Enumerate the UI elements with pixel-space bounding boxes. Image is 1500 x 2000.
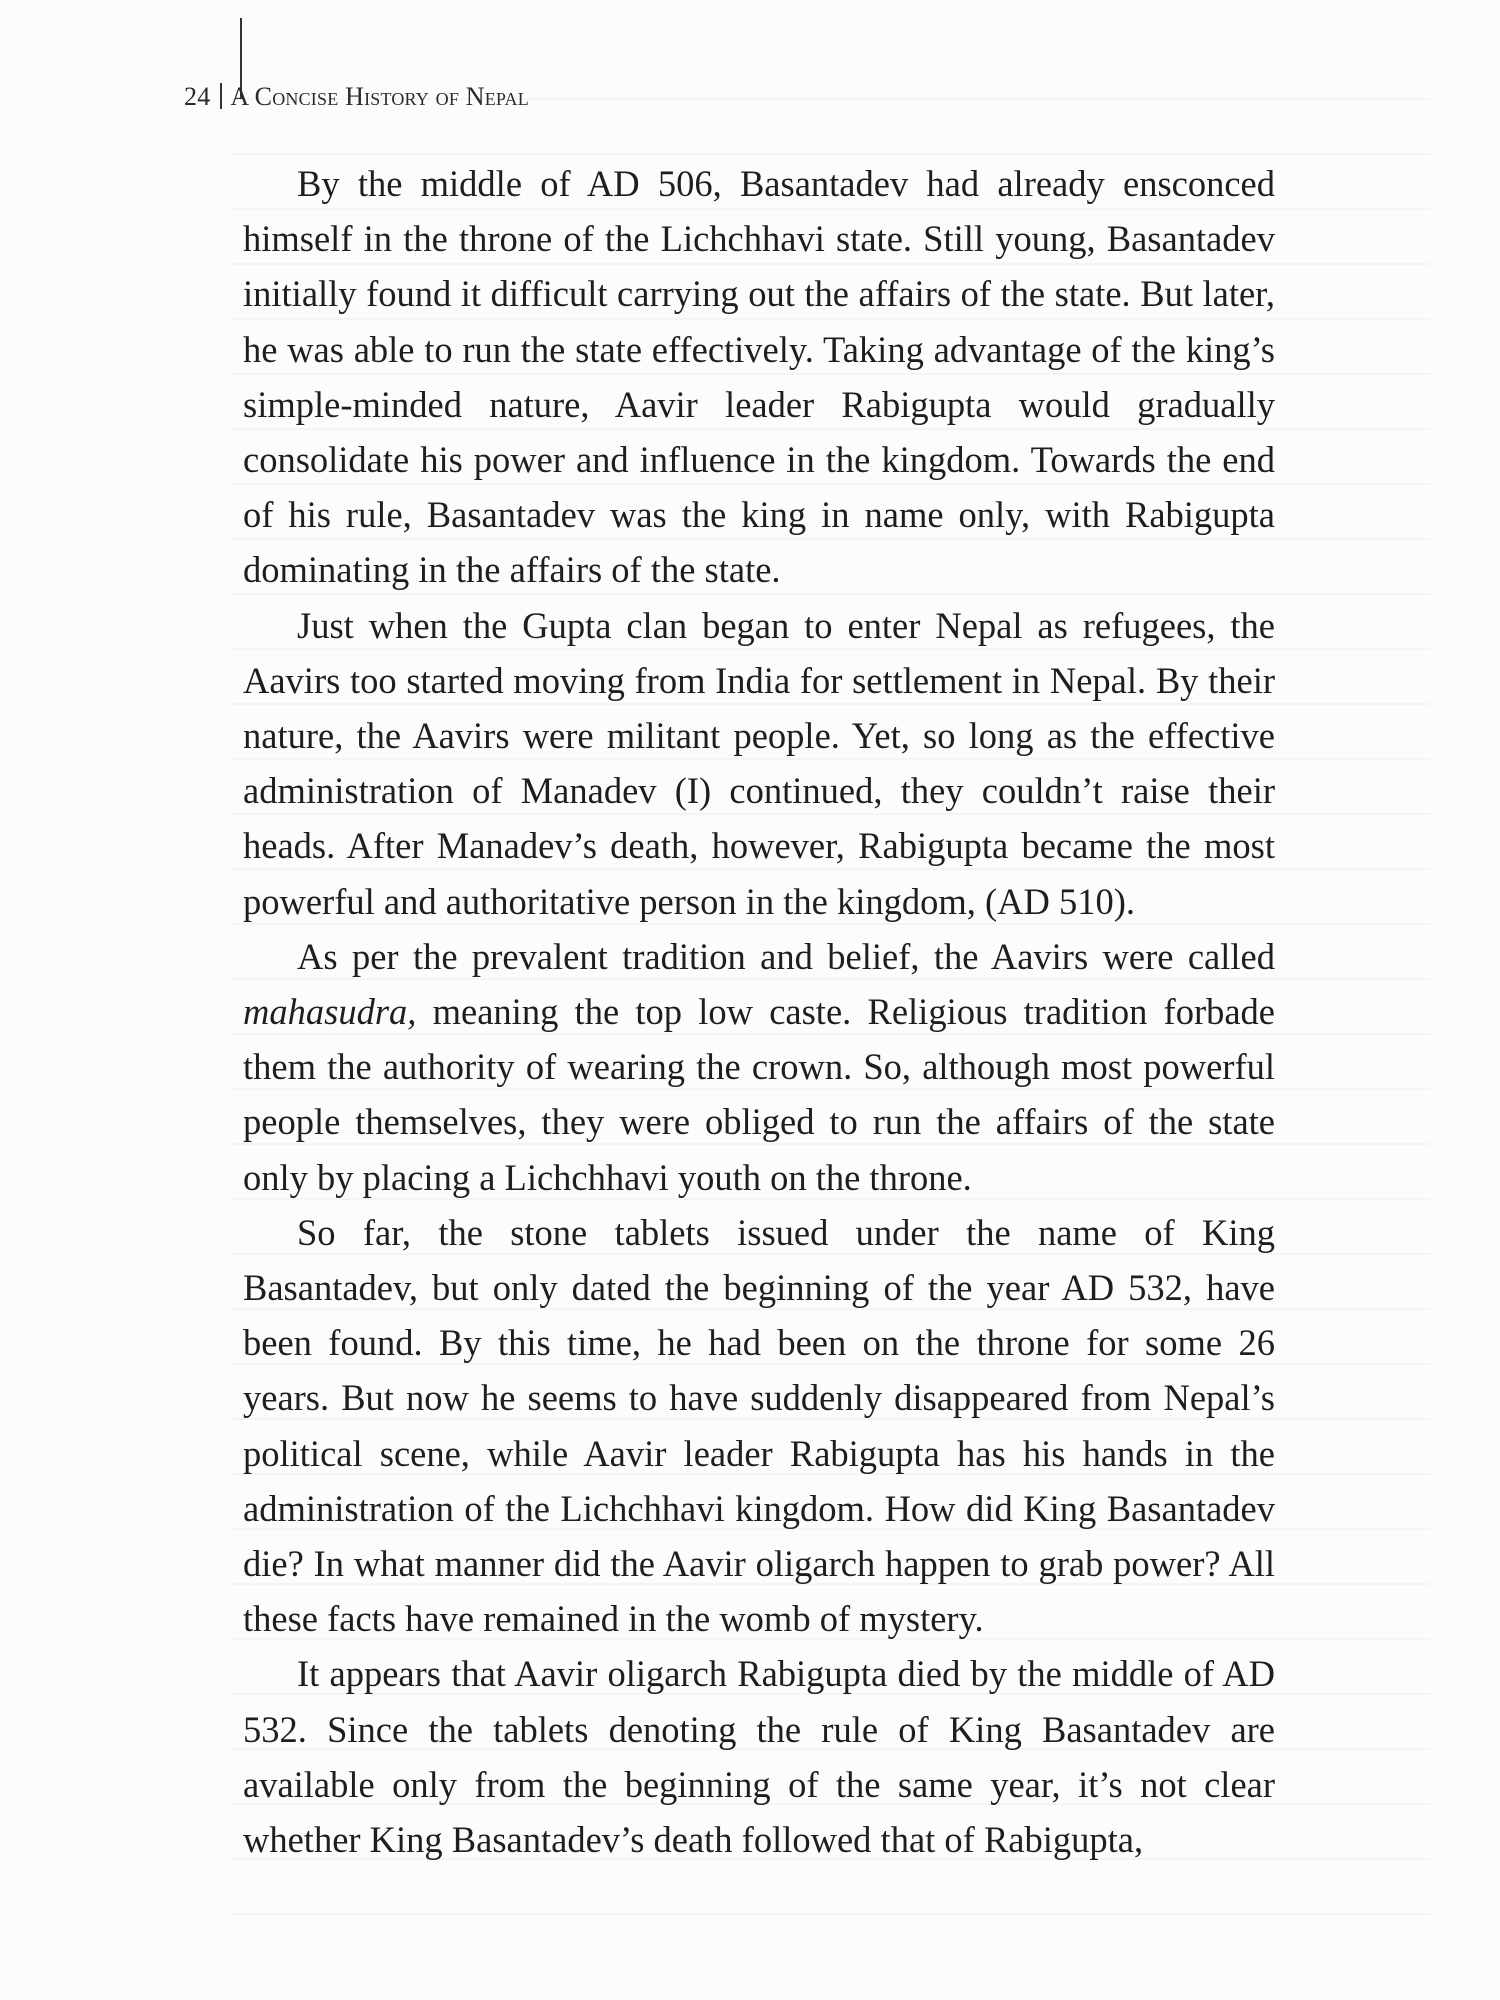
book-title: A Concise History of Nepal [230, 82, 529, 111]
paragraph-3 [243, 929, 1275, 1205]
paragraph-1: By the middle of AD 506, Basantadev had already ensconced himself in the throne of the Lichchhavi state. Still young, Basantadev initially found it difficult carrying out the affairs of the state. But later, he was able to run the state effectively. Taking advantage of the king’s simple-minded nature, Aavir leader Rabigupta would gradually consolidate his power and influence in the kingdom. Towards the end of his rule, Basantadev was the king in name only, with Rabigupta dominating in the affairs of the state. [243, 163, 1275, 591]
header-separator [220, 83, 222, 109]
body-text [243, 156, 1275, 1867]
page-number: 24 [184, 82, 211, 111]
italic-term: mahasudra, [243, 991, 417, 1033]
running-header [184, 82, 529, 112]
paragraph-5: It appears that Aavir oligarch Rabigupta died by the middle of AD 532. Since the tablets denoting the rule of King Basantadev are available only from the beginning of the same year, it’s not clear whether King Basantadev’s death followed that of Rabigupta, [243, 1653, 1275, 1861]
paragraph-2: Just when the Gupta clan began to enter Nepal as refugees, the Aavirs too started moving from India for settlement in Nepal. By their nature, the Aavirs were militant people. Yet, so long as the effective administration of Manadev (I) continued, they couldn’t raise their heads. After Manadev’s death, however, Rabigupta became the most powerful and authoritative person in the kingdom, (AD 510). [243, 604, 1275, 922]
paragraph-3-rest: meaning the top low caste. Religious tradition forbade them the authority of wearing the crown. So, although most powerful people themselves, they were obliged to run the affairs of the state only by placing a Lichchhavi youth on the throne. [243, 991, 1276, 1198]
paragraph-3-lead: As per the prevalent tradition and belief, the Aavirs were called [297, 935, 1275, 977]
paragraph-4: So far, the stone tablets issued under the name of King Basantadev, but only dated the beginning of the year AD 532, have been found. By this time, he had been on the throne for some 26 years. But now he seems to have suddenly disappeared from Nepal’s political scene, while Aavir leader Rabigupta has his hands in the administration of the Lichchhavi kingdom. How did King Basantadev die? In what manner did the Aavir oligarch happen to grab power? All these facts have remained in the womb of mystery. [243, 1211, 1275, 1640]
